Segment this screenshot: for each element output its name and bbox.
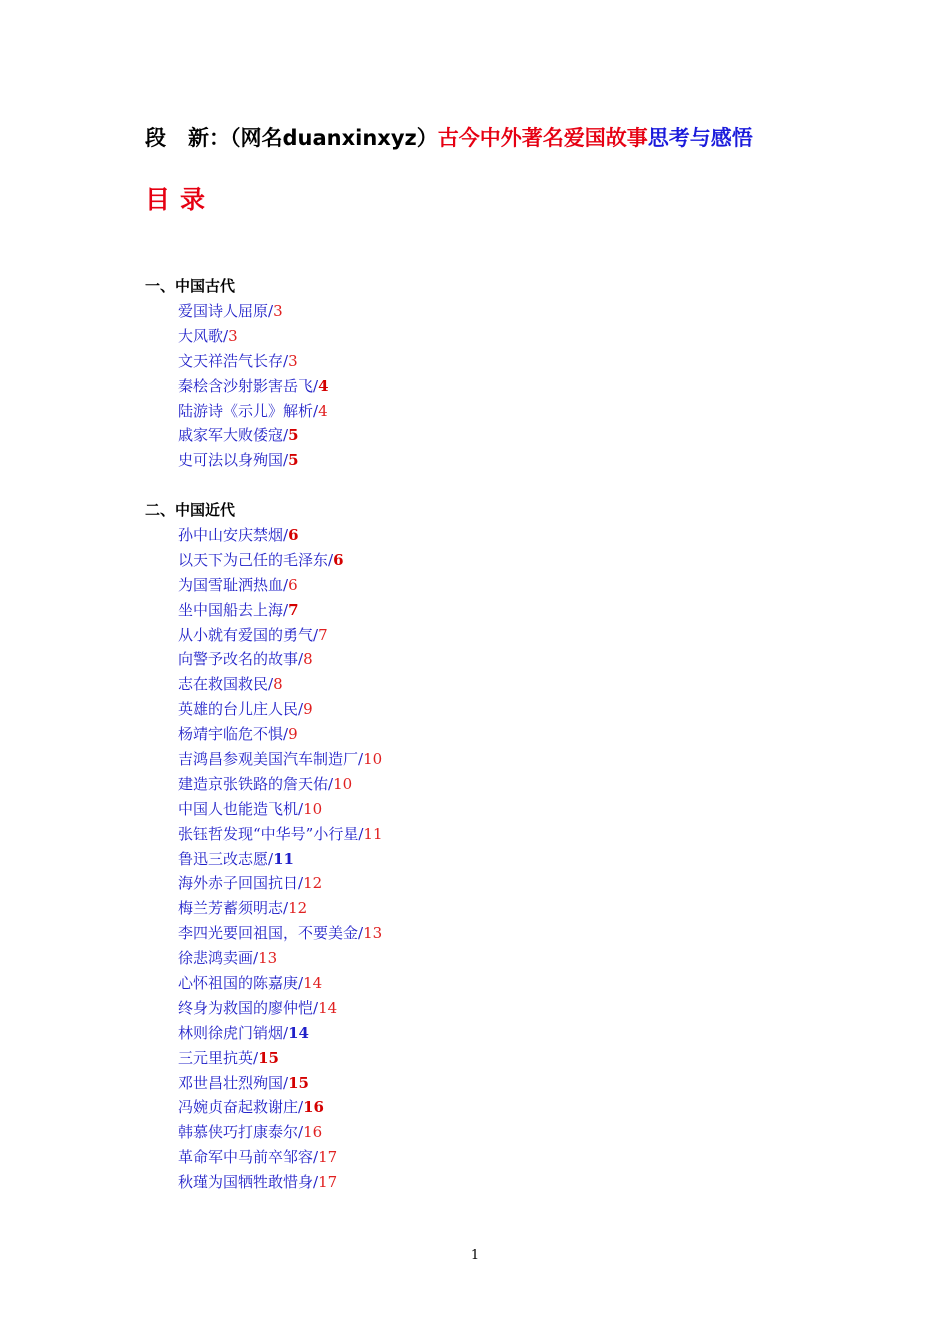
page-number: 1 xyxy=(470,1248,480,1263)
title-blue-part: 思考与感悟 xyxy=(647,126,753,150)
title-red-part: 古今中外著名爱国故事 xyxy=(437,126,648,150)
toc-entry[interactable] xyxy=(178,324,329,349)
toc-entry-title: 终身为救国的廖仲恺/ xyxy=(178,998,319,1017)
toc-entry-page: 15 xyxy=(258,1048,279,1067)
toc-entry-page: 7 xyxy=(288,600,299,619)
toc-entry-title: 徐悲鸿卖画/ xyxy=(178,949,259,968)
toc-entry[interactable] xyxy=(178,747,383,772)
document-title xyxy=(145,122,753,152)
toc-entry[interactable] xyxy=(178,996,383,1021)
toc-entry-page: 5 xyxy=(288,451,299,470)
toc-entry-title: 鲁迅三改志愿/ xyxy=(178,849,274,868)
toc-entry-page: 10 xyxy=(333,774,353,793)
toc-entry[interactable] xyxy=(178,548,383,573)
toc-entry[interactable] xyxy=(178,1071,383,1096)
toc-entry-title: 以天下为己任的毛泽东/ xyxy=(178,550,334,569)
section-title: 一、中国古代 xyxy=(145,277,236,295)
toc-entry-title: 孙中山安庆禁烟/ xyxy=(178,526,289,544)
toc-list xyxy=(145,523,383,1195)
toc-entry[interactable] xyxy=(178,847,383,872)
toc-entry[interactable] xyxy=(178,672,383,697)
toc-entry-page: 8 xyxy=(273,675,283,694)
toc-entry-page: 16 xyxy=(303,1098,324,1117)
toc-entry-title: 秦桧含沙射影害岳飞/ xyxy=(178,376,319,395)
toc-entry-page: 14 xyxy=(303,974,323,993)
title-author-rest: 新：（网名duanxinxyz） xyxy=(188,126,438,150)
toc-entry[interactable] xyxy=(178,971,383,996)
toc-entry[interactable] xyxy=(178,598,383,623)
toc-entry-page: 8 xyxy=(303,650,313,669)
toc-entry-page: 6 xyxy=(288,575,298,594)
toc-entry-page: 3 xyxy=(228,326,238,345)
toc-entry[interactable] xyxy=(178,1095,383,1120)
toc-entry-title: 张钰哲发现“中华号”小行星/ xyxy=(178,824,364,843)
toc-entry-page: 16 xyxy=(303,1123,323,1142)
toc-entry-page: 5 xyxy=(288,426,299,445)
toc-entry-page: 6 xyxy=(288,526,299,544)
toc-entry-title: 史可法以身殉国/ xyxy=(178,451,289,470)
toc-entry[interactable] xyxy=(178,374,329,399)
toc-entry-page: 3 xyxy=(288,351,298,370)
toc-entry[interactable] xyxy=(178,523,383,548)
toc-entry-page: 14 xyxy=(288,1023,309,1042)
toc-entry-page: 4 xyxy=(318,401,328,420)
toc-entry-title: 文天祥浩气长存/ xyxy=(178,351,289,370)
toc-entry[interactable] xyxy=(178,697,383,722)
toc-entry-page: 12 xyxy=(288,899,308,918)
toc-entry-page: 7 xyxy=(318,625,328,644)
toc-entry-title: 林则徐虎门销烟/ xyxy=(178,1023,289,1042)
toc-entry[interactable] xyxy=(178,772,383,797)
section-title: 二、中国近代 xyxy=(145,501,236,519)
toc-entry-title: 杨靖宇临危不惧/ xyxy=(178,725,289,744)
toc-entry[interactable] xyxy=(178,1170,383,1195)
toc-entry[interactable] xyxy=(178,822,383,847)
toc-entry-page: 15 xyxy=(288,1073,309,1092)
toc-entry-page: 13 xyxy=(363,924,383,943)
toc-entry-page: 17 xyxy=(318,1148,338,1167)
toc-entry-page: 14 xyxy=(318,998,338,1017)
toc-entry-title: 中国人也能造飞机/ xyxy=(178,799,304,818)
toc-entry-title: 为国雪耻洒热血/ xyxy=(178,575,289,594)
title-author: 段 xyxy=(145,126,166,150)
toc-entry-title: 大风歌/ xyxy=(178,326,229,345)
toc-entry-title: 梅兰芳蓄须明志/ xyxy=(178,899,289,918)
toc-entry[interactable] xyxy=(178,1021,383,1046)
toc-entry-page: 9 xyxy=(288,725,298,744)
toc-entry[interactable] xyxy=(178,1046,383,1071)
toc-entry[interactable] xyxy=(178,399,329,424)
toc-entry-title: 秋瑾为国牺牲敢惜身/ xyxy=(178,1173,319,1192)
toc-entry[interactable] xyxy=(178,1145,383,1170)
toc-entry-title: 坐中国船去上海/ xyxy=(178,600,289,619)
toc-entry-title: 吉鸿昌参观美国汽车制造厂/ xyxy=(178,750,364,769)
toc-entry[interactable] xyxy=(178,871,383,896)
toc-entry-page: 10 xyxy=(303,799,323,818)
toc-entry-title: 建造京张铁路的詹天佑/ xyxy=(178,774,334,793)
toc-entry-page: 10 xyxy=(363,750,383,769)
toc-entry[interactable] xyxy=(178,946,383,971)
toc-heading: 目录 xyxy=(145,185,216,214)
toc-entry-page: 9 xyxy=(303,700,313,719)
toc-entry-title: 海外赤子回国抗日/ xyxy=(178,874,304,893)
toc-entry-page: 13 xyxy=(258,949,278,968)
toc-entry-title: 向警予改名的故事/ xyxy=(178,650,304,669)
toc-section-ancient xyxy=(145,274,329,473)
toc-entry[interactable] xyxy=(178,921,383,946)
toc-list xyxy=(145,299,329,473)
toc-entry-page: 11 xyxy=(273,849,294,868)
toc-entry-title: 心怀祖国的陈嘉庚/ xyxy=(178,974,304,993)
toc-entry-title: 李四光要回祖国，不要美金/ xyxy=(178,924,364,943)
toc-entry-title: 革命军中马前卒邹容/ xyxy=(178,1148,319,1167)
toc-entry-page: 11 xyxy=(363,824,383,843)
toc-entry[interactable] xyxy=(178,623,383,648)
toc-entry[interactable] xyxy=(178,573,383,598)
toc-entry-page: 4 xyxy=(318,376,329,395)
toc-entry[interactable] xyxy=(178,423,329,448)
toc-section-modern xyxy=(145,498,383,1195)
toc-entry-title: 三元里抗英/ xyxy=(178,1048,259,1067)
toc-entry[interactable] xyxy=(178,299,329,324)
toc-entry-page: 3 xyxy=(273,302,283,320)
toc-entry-title: 韩慕侠巧打康泰尔/ xyxy=(178,1123,304,1142)
toc-entry-title: 戚家军大败倭寇/ xyxy=(178,426,289,445)
toc-entry-title: 英雄的台儿庄人民/ xyxy=(178,700,304,719)
toc-entry[interactable] xyxy=(178,647,383,672)
toc-entry[interactable] xyxy=(178,797,383,822)
toc-entry-title: 志在救国救民/ xyxy=(178,675,274,694)
toc-entry[interactable] xyxy=(178,349,329,374)
toc-entry-title: 冯婉贞奋起救谢庄/ xyxy=(178,1098,304,1117)
toc-entry-page: 12 xyxy=(303,874,323,893)
toc-entry-title: 从小就有爱国的勇气/ xyxy=(178,625,319,644)
toc-entry[interactable] xyxy=(178,722,383,747)
toc-entry-title: 邓世昌壮烈殉国/ xyxy=(178,1073,289,1092)
toc-entry-page: 17 xyxy=(318,1173,338,1192)
toc-entry-title: 爱国诗人屈原/ xyxy=(178,302,274,320)
toc-entry-title: 陆游诗《示儿》解析/ xyxy=(178,401,319,420)
toc-entry[interactable] xyxy=(178,896,383,921)
toc-entry-page: 6 xyxy=(333,550,344,569)
toc-entry[interactable] xyxy=(178,1120,383,1145)
toc-entry[interactable] xyxy=(178,448,329,473)
